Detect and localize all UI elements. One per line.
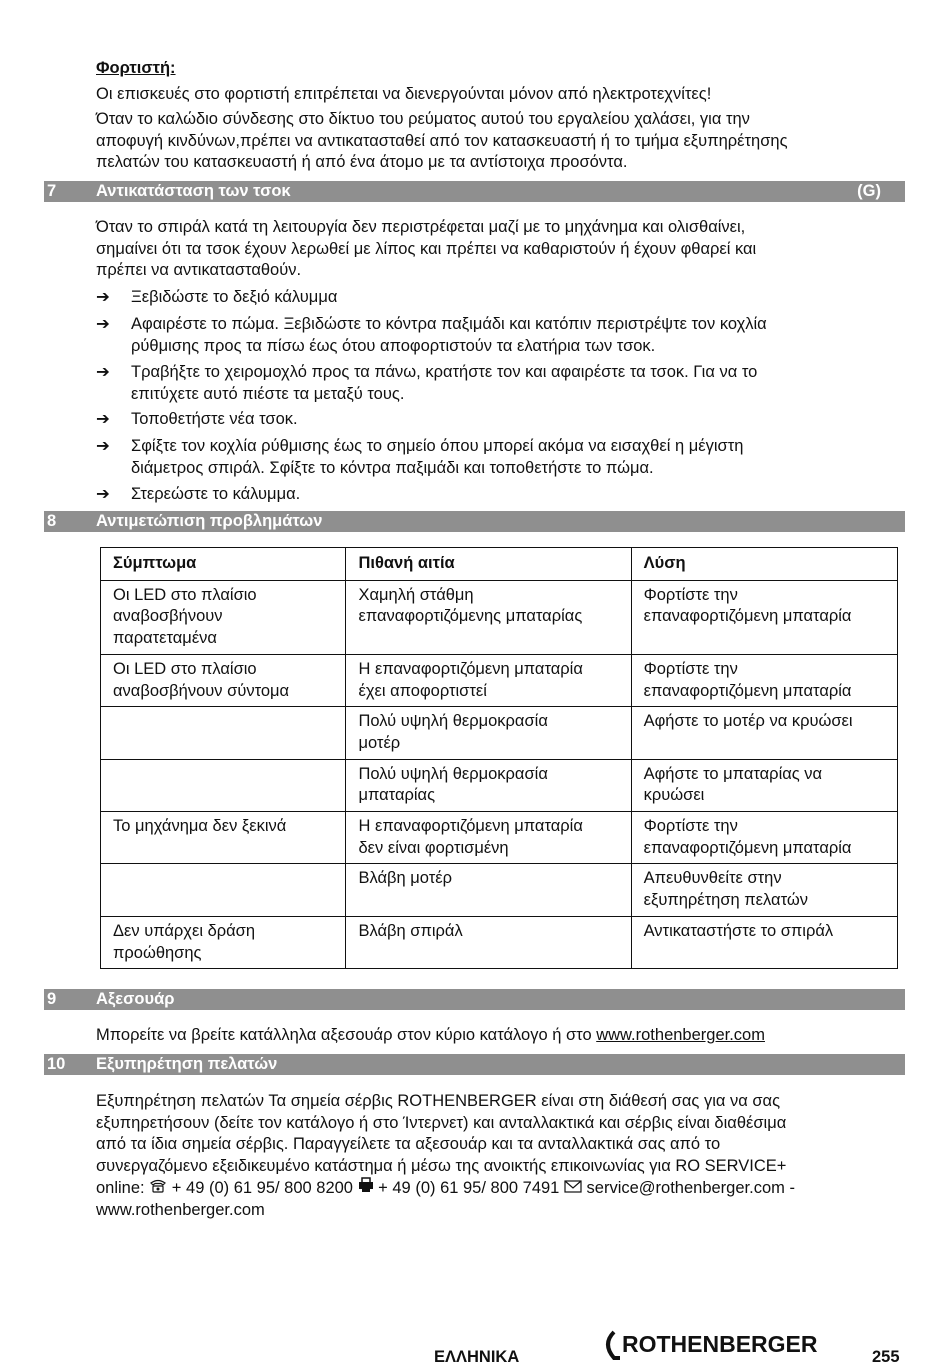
solution-cell	[631, 707, 897, 759]
table-row	[101, 916, 898, 968]
charger-cable-line1: Όταν το καλώδιο σύνδεσης στο δίκτυο του ρεύματος αυτού του εργαλείου χαλάσει, για την	[96, 110, 750, 128]
accessories-text	[96, 1025, 896, 1047]
cell-line: Η επαναφορτιζόμενη μπαταρία	[358, 659, 583, 678]
step-text: ρύθμισης προς τα πίσω έως ότου αποφορτιστούν τα ελατήρια των τσοκ.	[131, 336, 656, 355]
table-row	[101, 812, 898, 864]
rothenberger-logo	[600, 1328, 850, 1362]
solution-cell	[631, 759, 897, 811]
cell-line: μοτέρ	[358, 733, 401, 752]
cell-line: Φορτίστε την	[643, 659, 738, 678]
symptom-cell	[101, 759, 346, 811]
step-text: Τοποθετήστε νέα τσοκ.	[131, 410, 298, 428]
cell-line: Βλάβη μοτέρ	[358, 869, 452, 888]
accessories-sentence: Μπορείτε να βρείτε κατάλληλα αξεσουάρ στον κύριο κατάλογο ή στο	[96, 1026, 597, 1044]
step-text: Σφίξτε τον κοχλία ρύθμισης έως το σημείο όπου μπορεί ακόμα να εισαχθεί η μέγιστη	[131, 437, 744, 455]
arrow-icon: ➔	[96, 437, 110, 455]
step-item	[96, 409, 886, 431]
cell-line: Το μηχάνημα δεν ξεκινά	[113, 817, 287, 836]
header-symptom: Σύμπτωμα	[101, 548, 346, 581]
troubleshooting-table	[100, 547, 898, 969]
solution-cell	[631, 580, 897, 654]
phone-number: + 49 (0) 61 95/ 800 8200	[167, 1179, 358, 1197]
table-row	[101, 759, 898, 811]
step-text: Αφαιρέστε το πώμα. Ξεβιδώστε το κόντρα παξιμάδι και κατόπιν περιστρέψτε τον κοχλία	[131, 315, 767, 333]
table-header-row	[101, 548, 898, 581]
cell-line: επαναφορτιζόμενη μπαταρία	[643, 681, 852, 700]
cell-line: Φορτίστε την	[643, 585, 738, 604]
cause-cell	[346, 916, 631, 968]
cell-line: Οι LED στο πλαίσιο	[113, 585, 257, 604]
online-label: online:	[96, 1179, 150, 1197]
email-address[interactable]: service@rothenberger.com -	[581, 1179, 795, 1197]
cause-cell	[346, 580, 631, 654]
cell-line: αναβοσβήνουν σύντομα	[113, 681, 290, 700]
cell-line: προώθησης	[113, 943, 202, 962]
footer-language: ΕΛΛΗΝΙΚΑ	[434, 1348, 520, 1366]
section-title: Εξυπηρέτηση πελατών	[96, 1055, 278, 1073]
symptom-cell	[101, 654, 346, 706]
cell-line: Αφήστε το μπαταρίας να	[643, 764, 823, 783]
website-line[interactable]: www.rothenberger.com	[96, 1200, 265, 1219]
section-number: 8	[47, 512, 57, 530]
step-text: επιτύχετε αυτό πιέστε τα μεταξύ τους.	[131, 384, 405, 403]
step-item	[96, 362, 886, 405]
cell-line: Χαμηλή στάθμη	[358, 585, 474, 604]
contact-line	[96, 1177, 896, 1200]
arrow-icon: ➔	[96, 288, 110, 306]
figure-reference: (G)	[857, 182, 881, 200]
step-item	[96, 287, 886, 309]
symptom-cell	[101, 812, 346, 864]
cell-line: κρυώσει	[643, 786, 705, 805]
cell-line: έχει αποφορτιστεί	[358, 681, 487, 700]
step-text: Τραβήξτε το χειρομοχλό προς τα πάνω, κρατήστε τον και αφαιρέστε τα τσοκ. Για να το	[131, 363, 758, 381]
service-line: συνεργαζόμενο εξειδικευμένο κατάστημα ή μέσω της ανοικτής επικοινωνίας για RO SERVICE+	[96, 1156, 787, 1175]
cell-line: παρατεταμένα	[113, 629, 217, 648]
cause-cell	[346, 812, 631, 864]
solution-cell	[631, 654, 897, 706]
section-8-header	[44, 511, 905, 532]
section-number: 9	[47, 990, 57, 1008]
section-title: Αξεσουάρ	[96, 990, 175, 1008]
cause-cell	[346, 707, 631, 759]
mail-icon	[564, 1178, 582, 1200]
cell-line: μπαταρίας	[358, 786, 436, 805]
intro-line: σημαίνει ότι τα τσοκ έχουν λερωθεί με λίπος και πρέπει να καθαριστούν ή έχουν φθαρεί και	[96, 239, 757, 258]
section-title: Αντικατάσταση των τσοκ	[96, 182, 291, 200]
header-solution: Λύση	[631, 548, 897, 581]
cell-line: επαναφορτιζόμενης μπαταρίας	[358, 607, 583, 626]
step-item	[96, 484, 886, 506]
fax-number: + 49 (0) 61 95/ 800 7491	[373, 1179, 564, 1197]
cell-line: Δεν υπάρχει δράση	[113, 921, 256, 940]
symptom-cell	[101, 707, 346, 759]
symptom-cell	[101, 916, 346, 968]
service-line: από τα ίδια σημεία σέρβις. Παραγγείλετε τα αξεσουάρ και τα ανταλλακτικά σας από το	[96, 1135, 721, 1153]
cell-line: Η επαναφορτιζόμενη μπαταρία	[358, 817, 583, 836]
step-item	[96, 314, 886, 357]
cell-line: Πολύ υψηλή θερμοκρασία	[358, 712, 548, 731]
arrow-icon: ➔	[96, 485, 110, 503]
cause-cell	[346, 864, 631, 916]
symptom-cell	[101, 864, 346, 916]
fax-icon	[358, 1177, 374, 1200]
cell-line: Οι LED στο πλαίσιο	[113, 659, 257, 678]
arrow-icon: ➔	[96, 363, 110, 381]
charger-heading: Φορτιστή:	[96, 59, 176, 77]
cell-line: επαναφορτιζόμενη μπαταρία	[643, 838, 852, 857]
cell-line: Φορτίστε την	[643, 817, 738, 836]
service-line: Εξυπηρέτηση πελατών Τα σημεία σέρβις ROTHENBERGER είναι στη διάθεσή σας για να σας	[96, 1092, 781, 1110]
cell-line: Βλάβη σπιράλ	[358, 921, 463, 940]
cell-line: Απευθυνθείτε στην	[643, 869, 782, 888]
customer-service-text	[96, 1091, 896, 1221]
table-row	[101, 864, 898, 916]
step-text: Στερεώστε το κάλυμμα.	[131, 485, 301, 503]
arrow-icon: ➔	[96, 410, 110, 428]
solution-cell	[631, 812, 897, 864]
page-number: 255	[872, 1348, 900, 1366]
cell-line: αναβοσβήνουν	[113, 607, 223, 626]
cell-line: εξυπηρέτηση πελατών	[643, 891, 808, 910]
section-9-header	[44, 989, 905, 1010]
solution-cell	[631, 916, 897, 968]
service-line: εξυπηρετήσουν (δείτε τον κατάλογο ή στο Ίντερνετ) και ανταλλακτικά και σέρβις είναι διαθέσιμα	[96, 1113, 787, 1132]
step-text: διάμετρος σπιράλ. Σφίξτε το κόντρα παξιμάδι και τοποθετήστε το πώμα.	[131, 458, 654, 477]
section-10-header	[44, 1054, 905, 1075]
table-row	[101, 580, 898, 654]
charger-warning: Οι επισκευές στο φορτιστή επιτρέπεται να διενεργούνται μόνον από ηλεκτροτεχνίτες!	[96, 84, 712, 103]
charger-cable-line3: πελατών του κατασκευαστή ή από ένα άτομο με τα αντίστοιχα προσόντα.	[96, 153, 628, 171]
table-row	[101, 654, 898, 706]
symptom-cell	[101, 580, 346, 654]
section-number: 7	[47, 182, 57, 200]
cause-cell	[346, 654, 631, 706]
cause-cell	[346, 759, 631, 811]
section-7-intro	[96, 217, 896, 282]
cell-line: Αφήστε το μοτέρ να κρυώσει	[643, 712, 853, 731]
table-row	[101, 707, 898, 759]
cell-line: Αντικαταστήστε το σπιράλ	[643, 921, 834, 940]
step-item	[96, 436, 886, 479]
rothenberger-link[interactable]: www.rothenberger.com	[596, 1026, 765, 1044]
cell-line: δεν είναι φορτισμένη	[358, 838, 509, 857]
cell-line: επαναφορτιζόμενη μπαταρία	[643, 607, 852, 626]
charger-section	[96, 58, 896, 174]
section-number: 10	[47, 1055, 66, 1073]
section-title: Αντιμετώπιση προβλημάτων	[96, 512, 323, 530]
arrow-icon: ➔	[96, 315, 110, 333]
charger-cable-line2: αποφυγή κινδύνων,πρέπει να αντικατασταθεί από τον κατασκευαστή ή το τμήμα εξυπηρέτησης	[96, 131, 788, 150]
phone-icon	[149, 1178, 167, 1200]
header-cause: Πιθανή αιτία	[346, 548, 631, 581]
cell-line: Πολύ υψηλή θερμοκρασία	[358, 764, 548, 783]
intro-line: Όταν το σπιράλ κατά τη λειτουργία δεν περιστρέφεται μαζί με το μηχάνημα και ολισθαίνει,	[96, 218, 746, 236]
brand-wordmark: ROTHENBERGER	[622, 1331, 818, 1357]
step-text: Ξεβιδώστε το δεξιό κάλυμμα	[131, 288, 338, 306]
section-7-header	[44, 181, 905, 202]
intro-line: πρέπει να αντικατασταθούν.	[96, 261, 302, 279]
solution-cell	[631, 864, 897, 916]
